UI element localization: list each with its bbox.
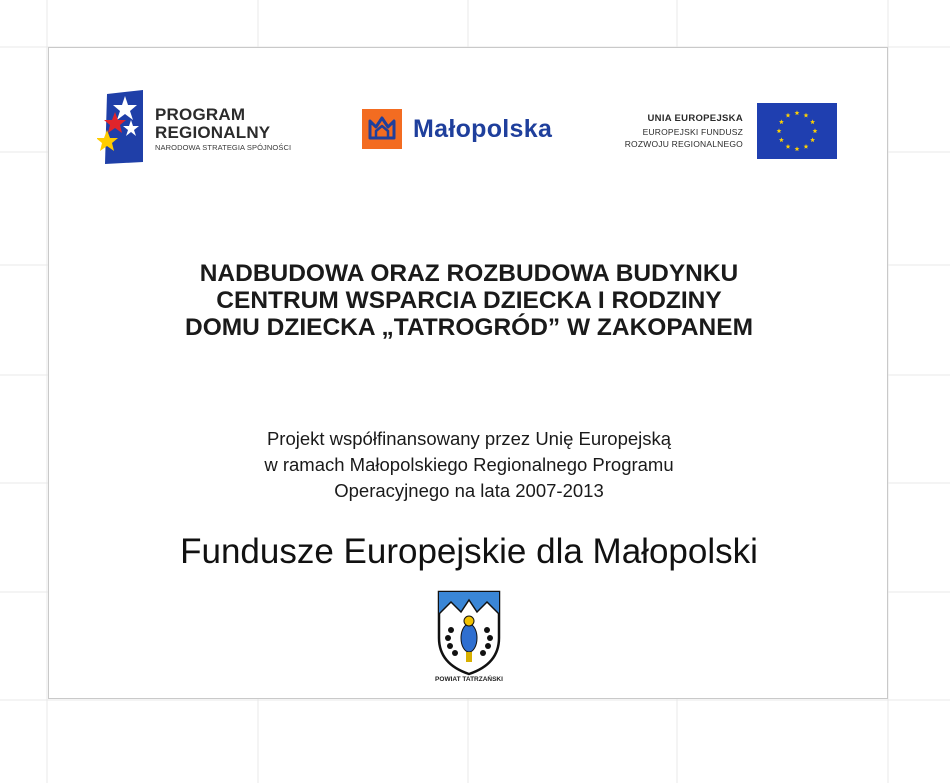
project-title-line2: CENTRUM WSPARCIA DZIECKA I RODZINY xyxy=(216,287,722,314)
eu-flag-icon xyxy=(757,103,837,159)
unia-europejska-line1: UNIA EUROPEJSKA xyxy=(647,113,743,124)
funding-statement-line3: Operacyjnego na lata 2007-2013 xyxy=(334,480,604,501)
unia-europejska-logo xyxy=(597,101,837,161)
coat-of-arms-label: POWIAT TATRZAŃSKI xyxy=(435,676,503,683)
malopolska-name: Małopolska xyxy=(413,115,553,143)
program-regionalny-line2: REGIONALNY xyxy=(155,123,271,142)
program-regionalny-stars-icon xyxy=(97,90,149,166)
project-title-line1: NADBUDOWA ORAZ ROZBUDOWA BUDYNKU xyxy=(199,260,739,287)
unia-europejska-line3: ROZWOJU REGIONALNEGO xyxy=(624,139,743,149)
project-title-line3: DOMU DZIECKA „TATROGRÓD” W ZAKOPANEM xyxy=(185,314,753,341)
project-information-board xyxy=(48,47,888,699)
slogan: Fundusze Europejskie dla Małopolski xyxy=(180,532,758,571)
funding-statement-line2: w ramach Małopolskiego Regionalnego Programu xyxy=(264,454,674,475)
funding-statement xyxy=(49,426,889,504)
program-regionalny-logo xyxy=(97,90,327,166)
unia-europejska-line2: EUROPEJSKI FUNDUSZ xyxy=(642,127,743,137)
malopolska-logo xyxy=(362,107,572,153)
program-regionalny-line1: PROGRAM xyxy=(155,105,246,124)
powiat-tatrzanski-coat-of-arms-icon xyxy=(435,588,503,676)
malopolska-crown-icon xyxy=(362,109,402,149)
funding-statement-line1: Projekt współfinansowany przez Unię Europejską xyxy=(266,428,672,449)
project-title xyxy=(49,260,889,341)
coat-of-arms xyxy=(434,588,504,688)
program-regionalny-line3: NARODOWA STRATEGIA SPÓJNOŚCI xyxy=(155,143,292,152)
